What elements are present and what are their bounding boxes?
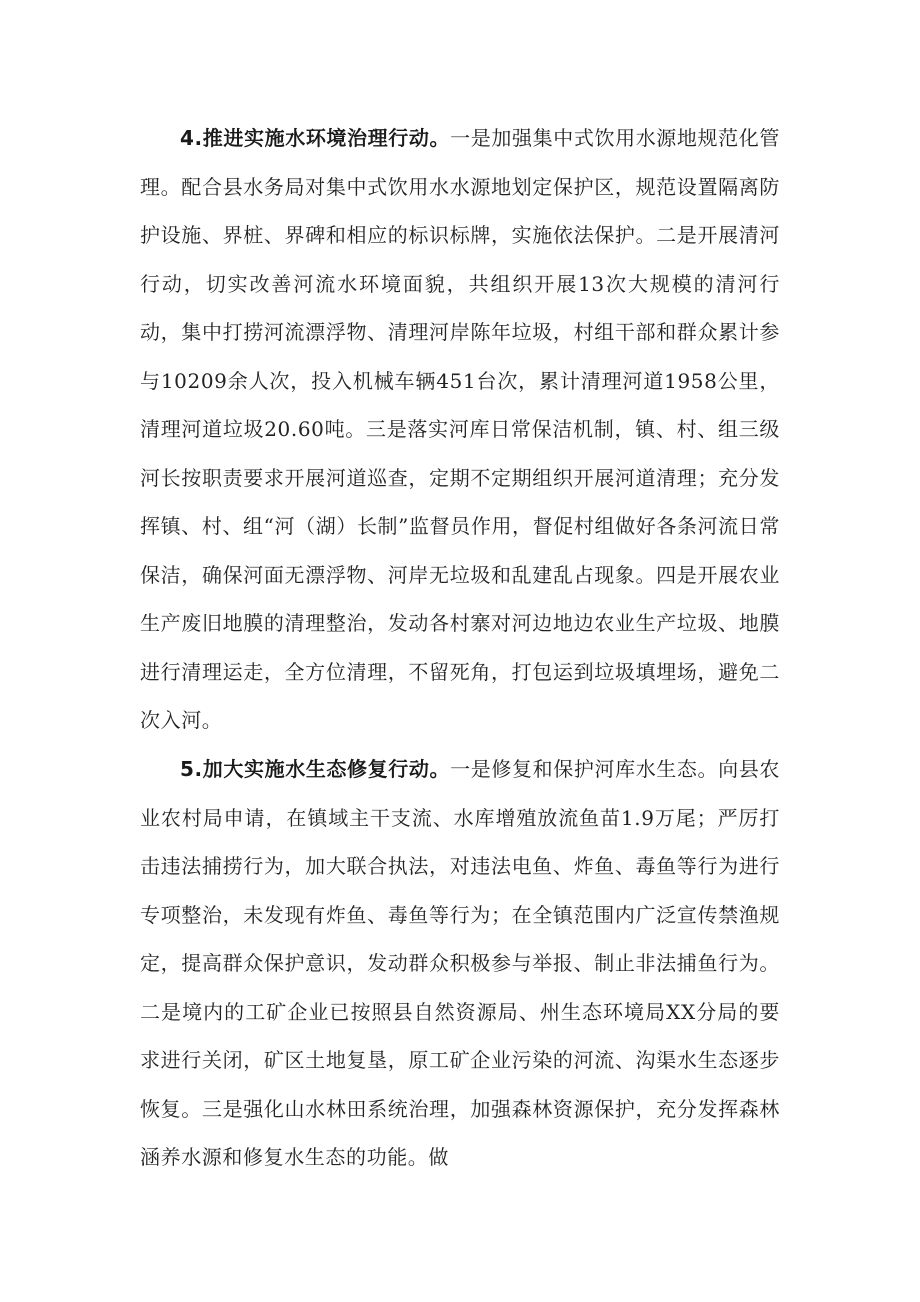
- paragraph-water-ecology: [140, 745, 780, 1182]
- paragraph-body: 一是修复和保护河库水生态。向县农业农村局申请，在镇域主干支流、水库增殖放流鱼苗1.9万尾；严厉打击违法捕捞行为，加大联合执法，对违法电鱼、炸鱼、毒鱼等行为进行专项整治，未发现有炸鱼、毒鱼等行为；在全镇范围内广泛宣传禁渔规定，提高群众保护意识，发动群众积极参与举报、制止非法捕鱼行为。二是境内的工矿企业已按照县自然资源局、州生态环境局XX分局的要求进行关闭，矿区土地复垦，原工矿企业污染的河流、沟渠水生态逐步恢复。三是强化山水林田系统治理，加强森林资源保护，充分发挥森林涵养水源和修复水生态的功能。做: [140, 757, 780, 1169]
- paragraph-heading: 5.加大实施水生态修复行动。: [180, 757, 451, 781]
- paragraph-heading: 4.推进实施水环境治理行动。: [180, 126, 451, 150]
- paragraph-body: 一是加强集中式饮用水源地规范化管理。配合县水务局对集中式饮用水水源地划定保护区，规范设置隔离防护设施、界桩、界碑和相应的标识标牌，实施依法保护。二是开展清河行动，切实改善河流水环境面貌，共组织开展13次大规模的清河行动，集中打捞河流漂浮物、清理河岸陈年垃圾，村组干部和群众累计参与10209余人次，投入机械车辆451台次，累计清理河道1958公里，清理河道垃圾20.60吨。三是落实河库日常保洁机制，镇、村、组三级河长按职责要求开展河道巡查，定期不定期组织开展河道清理；充分发挥镇、村、组“河（湖）长制”监督员作用，督促村组做好各条河流日常保洁，确保河面无漂浮物、河岸无垃圾和乱建乱占现象。四是开展农业生产废旧地膜的清理整治，发动各村寨对河边地边农业生产垃圾、地膜进行清理运走，全方位清理，不留死角，打包运到垃圾填埋场，避免二次入河。: [140, 126, 780, 732]
- paragraph-water-environment: [140, 114, 780, 745]
